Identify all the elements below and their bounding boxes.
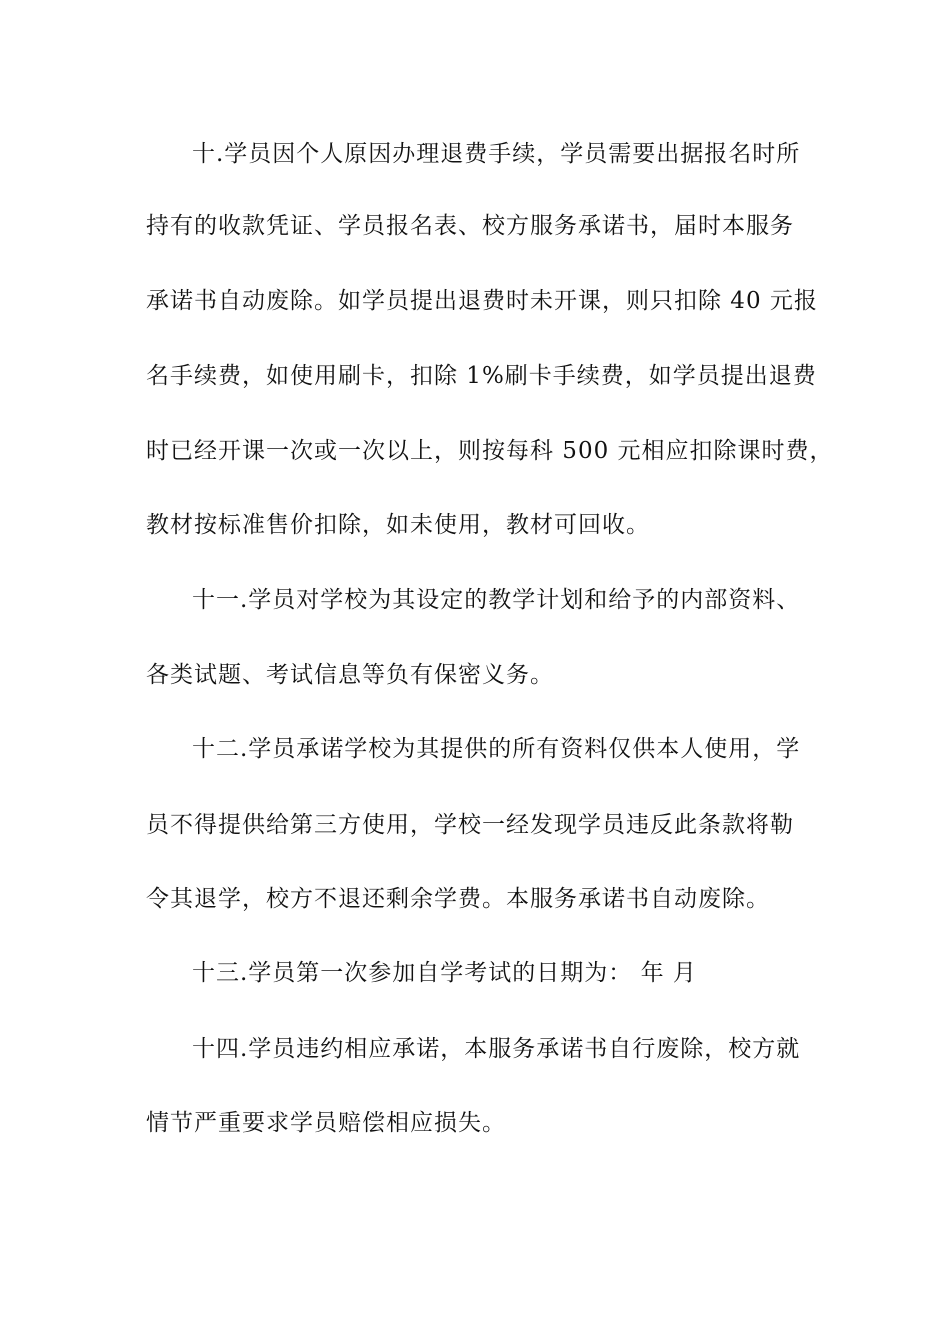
clause-10-line-2: 持有的收款凭证、学员报名表、校方服务承诺书，届时本服务 bbox=[146, 213, 794, 239]
clause-13-line-1: 十三.学员第一次参加自学考试的日期为： 年 月 bbox=[192, 960, 697, 986]
clause-10-line-3: 承诺书自动废除。如学员提出退费时未开课，则只扣除 40 元报 bbox=[146, 288, 818, 314]
clause-10-line-5: 时已经开课一次或一次以上，则按每科 500 元相应扣除课时费， bbox=[146, 438, 834, 464]
clause-11-line-1: 十一.学员对学校为其设定的教学计划和给予的内部资料、 bbox=[192, 587, 801, 613]
clause-12-line-3: 令其退学，校方不退还剩余学费。本服务承诺书自动废除。 bbox=[146, 886, 770, 912]
clause-10-line-1: 十.学员因个人原因办理退费手续，学员需要出据报名时所 bbox=[192, 141, 801, 167]
clause-14-line-2: 情节严重要求学员赔偿相应损失。 bbox=[146, 1110, 506, 1136]
clause-14-line-1: 十四.学员违约相应承诺，本服务承诺书自行废除，校方就 bbox=[192, 1036, 801, 1062]
clause-11-line-2: 各类试题、考试信息等负有保密义务。 bbox=[146, 662, 554, 688]
clause-10-line-4: 名手续费，如使用刷卡，扣除 1%刷卡手续费，如学员提出退费 bbox=[146, 363, 817, 389]
clause-10-line-6: 教材按标准售价扣除，如未使用，教材可回收。 bbox=[146, 512, 650, 538]
clause-12-line-1: 十二.学员承诺学校为其提供的所有资料仅供本人使用，学 bbox=[192, 736, 801, 762]
clause-12-line-2: 员不得提供给第三方使用，学校一经发现学员违反此条款将勒 bbox=[146, 812, 794, 838]
